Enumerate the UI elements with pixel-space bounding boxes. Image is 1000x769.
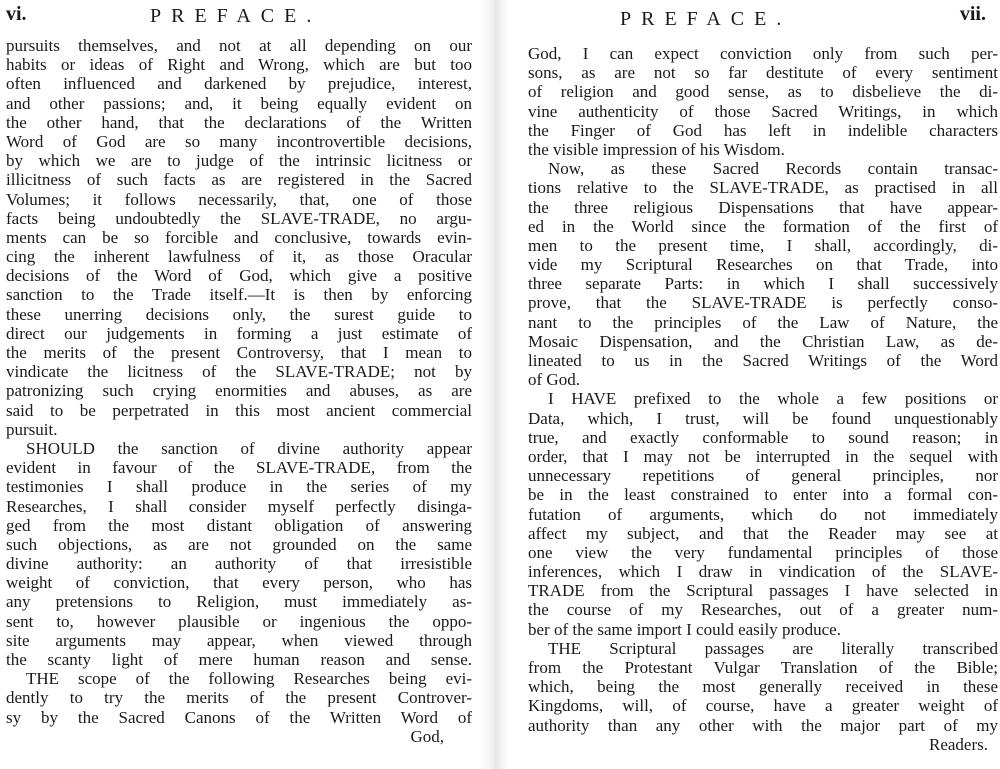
text-line: of God. [528, 370, 580, 390]
text-line: Volumes; it follows necessarily, that, one of those [6, 189, 472, 209]
text-line: said to be perpetrated in this most ancient commercial [6, 400, 472, 420]
text-line: which, being the most generally received in these [528, 677, 998, 697]
text-line: patronizing such crying enormities and abuses, as are [6, 381, 472, 401]
text-line: of religion and good sense, as to disbelieve the di- [528, 82, 998, 102]
text-line: the course of my Researches, out of a greater num- [528, 600, 998, 620]
text-line: site arguments may appear, when viewed through [6, 630, 472, 650]
right-page [510, 0, 1000, 769]
text-line: habits or ideas of Right and Wrong, which are but too [6, 55, 472, 75]
text-line: God, I can expect conviction only from such per- [528, 44, 998, 63]
text-line: Kingdoms, will, of course, have a greater weight of [528, 696, 998, 716]
text-line: such objections, as are not grounded on the same [6, 534, 472, 554]
text-line: be in the least constrained to enter into a formal con- [528, 485, 998, 505]
text-line: futation of arguments, which do not immediately [528, 504, 998, 524]
text-line: sy by the Sacred Canons of the Written Word of [6, 707, 472, 727]
text-line: THE Scriptural passages are literally transcribed [548, 638, 998, 658]
text-line: the three religious Dispensations that have appear- [528, 197, 998, 217]
text-line: lineated to us in the Sacred Writings of the Word [528, 351, 998, 370]
text-line: these unerring decisions only, the surest guide to [6, 304, 472, 324]
text-line: prove, that the SLAVE-TRADE is perfectly conso- [528, 293, 998, 313]
text-line: tions relative to the SLAVE-TRADE, as practised in all [528, 178, 998, 198]
text-line: direct our judgements in forming a just estimate of [6, 323, 472, 343]
text-line: decisions of the Word of God, which give a positive [6, 266, 472, 286]
text-line: evident in favour of the SLAVE-TRADE, from the [6, 458, 472, 478]
text-line: testimonies I shall produce in the series of my [6, 477, 472, 497]
text-line: dently to try the merits of the present Controver- [6, 688, 472, 708]
text-line: the scanty light of mere human reason and sense. [6, 650, 472, 669]
text-line: Word of God are so many incontrovertible decisions, [6, 131, 472, 151]
text-line: SHOULD the sanction of divine authority appear [26, 438, 472, 458]
text-line: pursuit. [6, 419, 58, 439]
text-line: Now, as these Sacred Records contain transac- [548, 159, 998, 179]
text-line: ed in the World since the formation of the first of [528, 216, 998, 236]
text-line: Mosaic Dispensation, and the Christian Law, as de- [528, 331, 998, 351]
text-line: sent to, however plausible or ingenious the oppo- [6, 611, 472, 631]
text-line: any pretensions to Religion, must immediately as- [6, 592, 472, 612]
text-line: inferences, which I draw in vindication of the SLAVE- [528, 562, 998, 582]
book-gutter [480, 0, 508, 769]
text-line: sons, as are not so far destitute of every sentiment [528, 63, 998, 83]
text-line: true, and exactly conformable to sound reason; in [528, 427, 998, 447]
text-line: the visible impression of his Wisdom. [528, 139, 785, 159]
page-number: vii. [959, 3, 986, 25]
text-line: cing the inherent lawfulness of it, as those Oracular [6, 247, 472, 267]
text-line: unnecessary repetitions of general principles, nor [528, 466, 998, 486]
text-line: order, that I may not be interrupted in the sequel with [528, 446, 998, 466]
text-line: authority than any other with the major part of my [528, 715, 998, 735]
text-line: vindicate the licitness of the SLAVE-TRADE; not by [6, 362, 472, 382]
text-line: affect my subject, and that the Reader may see at [528, 523, 998, 543]
text-line: and other passions; and, it being equally evident on [6, 93, 472, 113]
catchword: God, [410, 726, 444, 746]
text-line: weight of conviction, that every person, who has [6, 573, 472, 593]
text-line: THE scope of the following Researches being evi- [26, 669, 472, 689]
text-line: three separate Parts: in which I shall successively [528, 274, 998, 294]
running-head: PREFACE. [150, 5, 322, 27]
left-page [0, 0, 478, 769]
page-text [528, 44, 998, 754]
text-line: vide my Scriptural Researches on that Trade, into [528, 255, 998, 275]
text-line: often influenced and darkened by prejudice, interest, [6, 74, 472, 94]
text-line: vine authenticity of those Sacred Writings, in which [528, 101, 998, 121]
text-line: Researches, I shall consider myself perfectly disinga- [6, 496, 472, 516]
text-line: TRADE from the Scriptural passages I have selected in [528, 581, 998, 601]
text-line: pursuits themselves, and not at all depending on our [6, 36, 472, 55]
text-line: facts being undoubtedly the SLAVE-TRADE, no argu- [6, 208, 472, 228]
text-line: ments can be so forcible and conclusive, towards evin- [6, 227, 472, 247]
text-line: nant to the principles of the Law of Nature, the [528, 312, 998, 332]
text-line: sanction to the Trade itself.—It is then by enforcing [6, 285, 472, 305]
text-line: divine authority: an authority of that irresistible [6, 554, 472, 574]
text-line: by which we are to judge of the intrinsic licitness or [6, 151, 472, 171]
catchword: Readers. [928, 734, 988, 754]
text-line: the other hand, that the declarations of the Written [6, 112, 472, 132]
text-line: Data, which, I trust, will be found unquestionably [528, 408, 998, 428]
text-line: the Finger of God has left in indelible characters [528, 120, 998, 140]
text-line: ber of the same import I could easily produce. [528, 619, 841, 639]
text-line: one view the very fundamental principles of those [528, 542, 998, 562]
text-line: the merits of the present Controversy, that I mean to [6, 343, 472, 362]
running-head: PREFACE. [620, 8, 792, 30]
page-number: vi. [6, 3, 27, 25]
text-line: illicitness of such facts as are registered in the Sacred [6, 170, 472, 190]
text-line: I HAVE prefixed to the whole a few positions or [548, 389, 998, 409]
text-line: ged from the most distant obligation of answering [6, 515, 472, 535]
text-line: men to the present time, I shall, accordingly, di- [528, 235, 998, 255]
text-line: from the Protestant Vulgar Translation of the Bible; [528, 658, 998, 677]
page-text [6, 36, 472, 746]
